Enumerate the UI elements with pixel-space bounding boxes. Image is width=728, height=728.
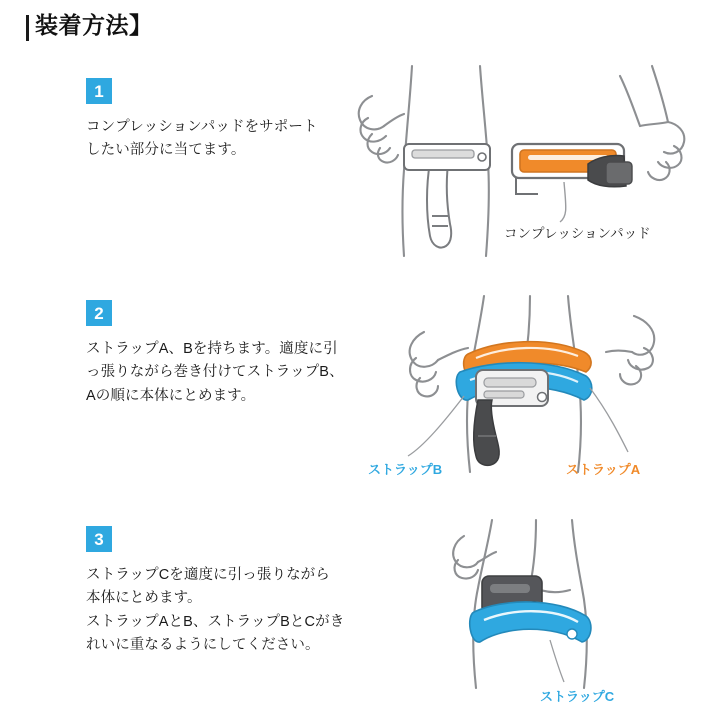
page-title xyxy=(26,12,153,41)
title-accent-bar xyxy=(26,15,29,41)
step-3-line-1: ストラップCを適度に引っ張りながら xyxy=(86,567,330,583)
step-2-number: 2 xyxy=(86,300,112,326)
step-2-drawing xyxy=(372,296,702,486)
step-3 xyxy=(86,526,344,658)
step-1 xyxy=(86,78,318,163)
step-2-text xyxy=(86,338,344,408)
step-1-number: 1 xyxy=(86,78,112,104)
page-title-text: 装着方法】 xyxy=(35,12,153,38)
step-3-number: 3 xyxy=(86,526,112,552)
step-3-illustration xyxy=(430,520,660,705)
step-3-drawing xyxy=(430,520,660,705)
step-1-line-2: したい部分に当てます。 xyxy=(86,142,246,159)
step-1-line-1: コンプレッションパッドをサポート xyxy=(86,119,318,135)
step-2-line-3: Aの順に本体にとめます。 xyxy=(86,387,256,404)
step-1-text xyxy=(86,116,318,163)
step-2 xyxy=(86,300,344,408)
caption-strap-a: ストラップA xyxy=(566,462,641,477)
step-2-illustration xyxy=(372,296,702,486)
step-3-line-3: ストラップAとB、ストラップBとCがき xyxy=(86,613,345,630)
step-2-line-2: っ張りながら巻き付けてストラップB、 xyxy=(86,364,344,381)
caption-strap-c: ストラップC xyxy=(540,689,615,704)
step-3-text xyxy=(86,564,344,658)
caption-compression-pad: コンプレッションパッド xyxy=(504,226,651,241)
caption-strap-b: ストラップB xyxy=(368,462,443,477)
step-2-line-1: ストラップA、Bを持ちます。適度に引 xyxy=(86,341,338,357)
step-3-line-4: れいに重なるようにしてください。 xyxy=(86,637,320,654)
step-3-line-2: 本体にとめます。 xyxy=(86,590,202,607)
